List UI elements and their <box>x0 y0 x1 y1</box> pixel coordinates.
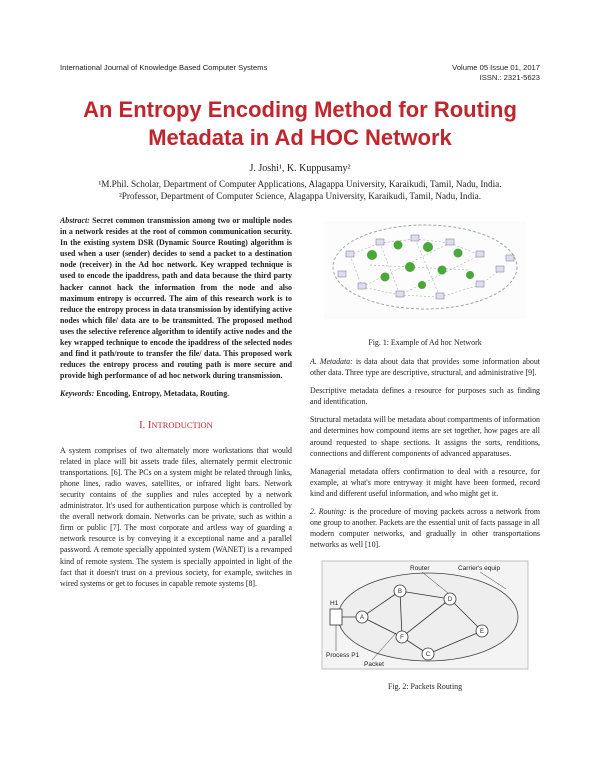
metadata-label: A. Metadata: <box>310 357 353 366</box>
fig2-router-label: Router <box>410 565 430 573</box>
authors: J. Joshi¹, K. Kuppusamy² <box>249 163 351 174</box>
metadata-paragraph <box>310 356 540 378</box>
journal-name: International Journal of Knowledge Based Computer Systems <box>60 63 268 72</box>
title-line-1: An Entropy Encoding Method for Routing <box>83 97 517 122</box>
abstract-label: Abstract: <box>60 216 90 225</box>
fig2-process-label: Process P1 <box>326 652 360 660</box>
routing-paragraph <box>310 506 540 550</box>
affiliation-1: ¹M.Phil. Scholar, Department of Computer Applications, Alagappa University, Karaikudi, Tamil, Nadu, India. <box>98 179 502 189</box>
fig2-node-label: E <box>479 629 485 636</box>
section-first-letter: I <box>147 419 152 431</box>
issn: ISSN.: 2321-5623 <box>479 73 540 82</box>
fig2-node-label: C <box>425 652 431 659</box>
left-column <box>60 215 292 596</box>
fig2-carrier-label: Carrier's equip <box>458 565 501 573</box>
fig2-node-label: B <box>397 589 403 596</box>
abstract-text: Secret common transmission among two or multiple nodes in a network resides at the root of common communication security. In the existing system DSR (Dynamic Source Routing) algorithm is used when a user (sender) decides to send a packet to a destination node (receiver) in the Ad hoc network. Key wrapped technique is used to encode the ipaddress, path and data because the third party hacker cannot hack the information from the node and also maximum entropy is occurred. The aim of this research work is to reduce the entropy process in data transmission by identifying active nodes which file/ data are to be transmitted. The proposed method uses the selective reference algorithm to identify active nodes and the key wrapped technique to encode the ipaddress of the selected nodes and find it path/route to transfer the file/ data. This proposed work reduces the entropy process and routing path is more secure and provide high performance of ad hoc network during transmission. <box>60 216 292 381</box>
keywords <box>60 388 292 399</box>
section-heading-introduction <box>60 420 292 431</box>
metadata-text: is data about data that provides some information about other data. Three type are descriptive, structural, and administrative [9]. <box>310 357 540 378</box>
volume-info: Volume 05 Issue 01, 2017 <box>452 63 540 72</box>
descriptive-paragraph: Descriptive metadata defines a resource for purposes such as finding and identification. <box>310 386 540 407</box>
keywords-text: Encoding, Entropy, Metadata, Routing. <box>96 389 230 399</box>
fig1-caption: Fig. 1: Example of Ad hoc Network <box>368 338 482 347</box>
managerial-paragraph: Managerial metadata offers confirmation to deal with a resource, for example, at what's more entryway it might have been formed, record kind and different useful information, and who might get it. <box>310 466 540 498</box>
structural-paragraph: Structural metadata will be metadata about compartments of information and determines how compound items are set together, how pages are all around requested to shape sections. It assigns the sorts, renditions, connections and different components of advanced apparatuses. <box>310 415 540 458</box>
section-number: I. <box>139 419 146 431</box>
paper-title <box>0 96 600 152</box>
section-title-rest: NTRODUCTION <box>151 419 213 430</box>
fig2-h1-label: H1 <box>330 600 339 608</box>
abstract <box>60 215 292 381</box>
fig2-packet-routing-diagram <box>310 559 540 671</box>
fig2-node-label: D <box>447 597 453 604</box>
routing-label: 2. Routing: <box>310 507 347 517</box>
fig1-adhoc-network-image <box>310 215 540 325</box>
routing-text: is the procedure of moving packets across a network from one group to another. Packets are the essential unit of facts passage in all modern computer networks, and gradually in other transportations networks as well [10]. <box>310 507 540 550</box>
fig2-node-label: A <box>359 615 365 622</box>
right-column <box>310 215 540 691</box>
title-line-2: Metadata in Ad HOC Network <box>148 125 452 150</box>
fig2-node-label: F <box>400 635 404 642</box>
right-text <box>310 356 540 550</box>
affiliation-2: ²Professor, Department of Computer Science, Alagappa University, Karaikudi, Tamil, Nadu, India. <box>118 191 481 201</box>
intro-paragraph: A system comprises of two alternately more workstations that would related in place will bit assets trade files, alternately permit electronic transportations. [6]. The PCs on a system might be related through links, phone lines, radio waves, satellites, or infrared light bars. Network security contains of the supplies and rules accepted by a network administrator. It's used for authentication purpose which is controlled by the overall network domain. Networks can be private, such as within a firm or public [7]. The most corporate and artless way of guarding a network resource is by conveying it a exceptional name and a parallel password. A remote specially appointed system (WANET) is a revamped kind of remote system. The system is specially appointed in light of the fact that it doesn't trust on a previous society, for example, switches in wired systems or get to focuses in capable remote systems [8]. <box>60 445 292 588</box>
fig1-background <box>324 221 526 319</box>
fig2-caption: Fig. 2: Packets Routing <box>387 682 463 692</box>
fig2-host-box <box>330 609 342 625</box>
keywords-label: Keywords: <box>60 389 95 399</box>
fig2-packet-label: Packet <box>364 661 384 669</box>
